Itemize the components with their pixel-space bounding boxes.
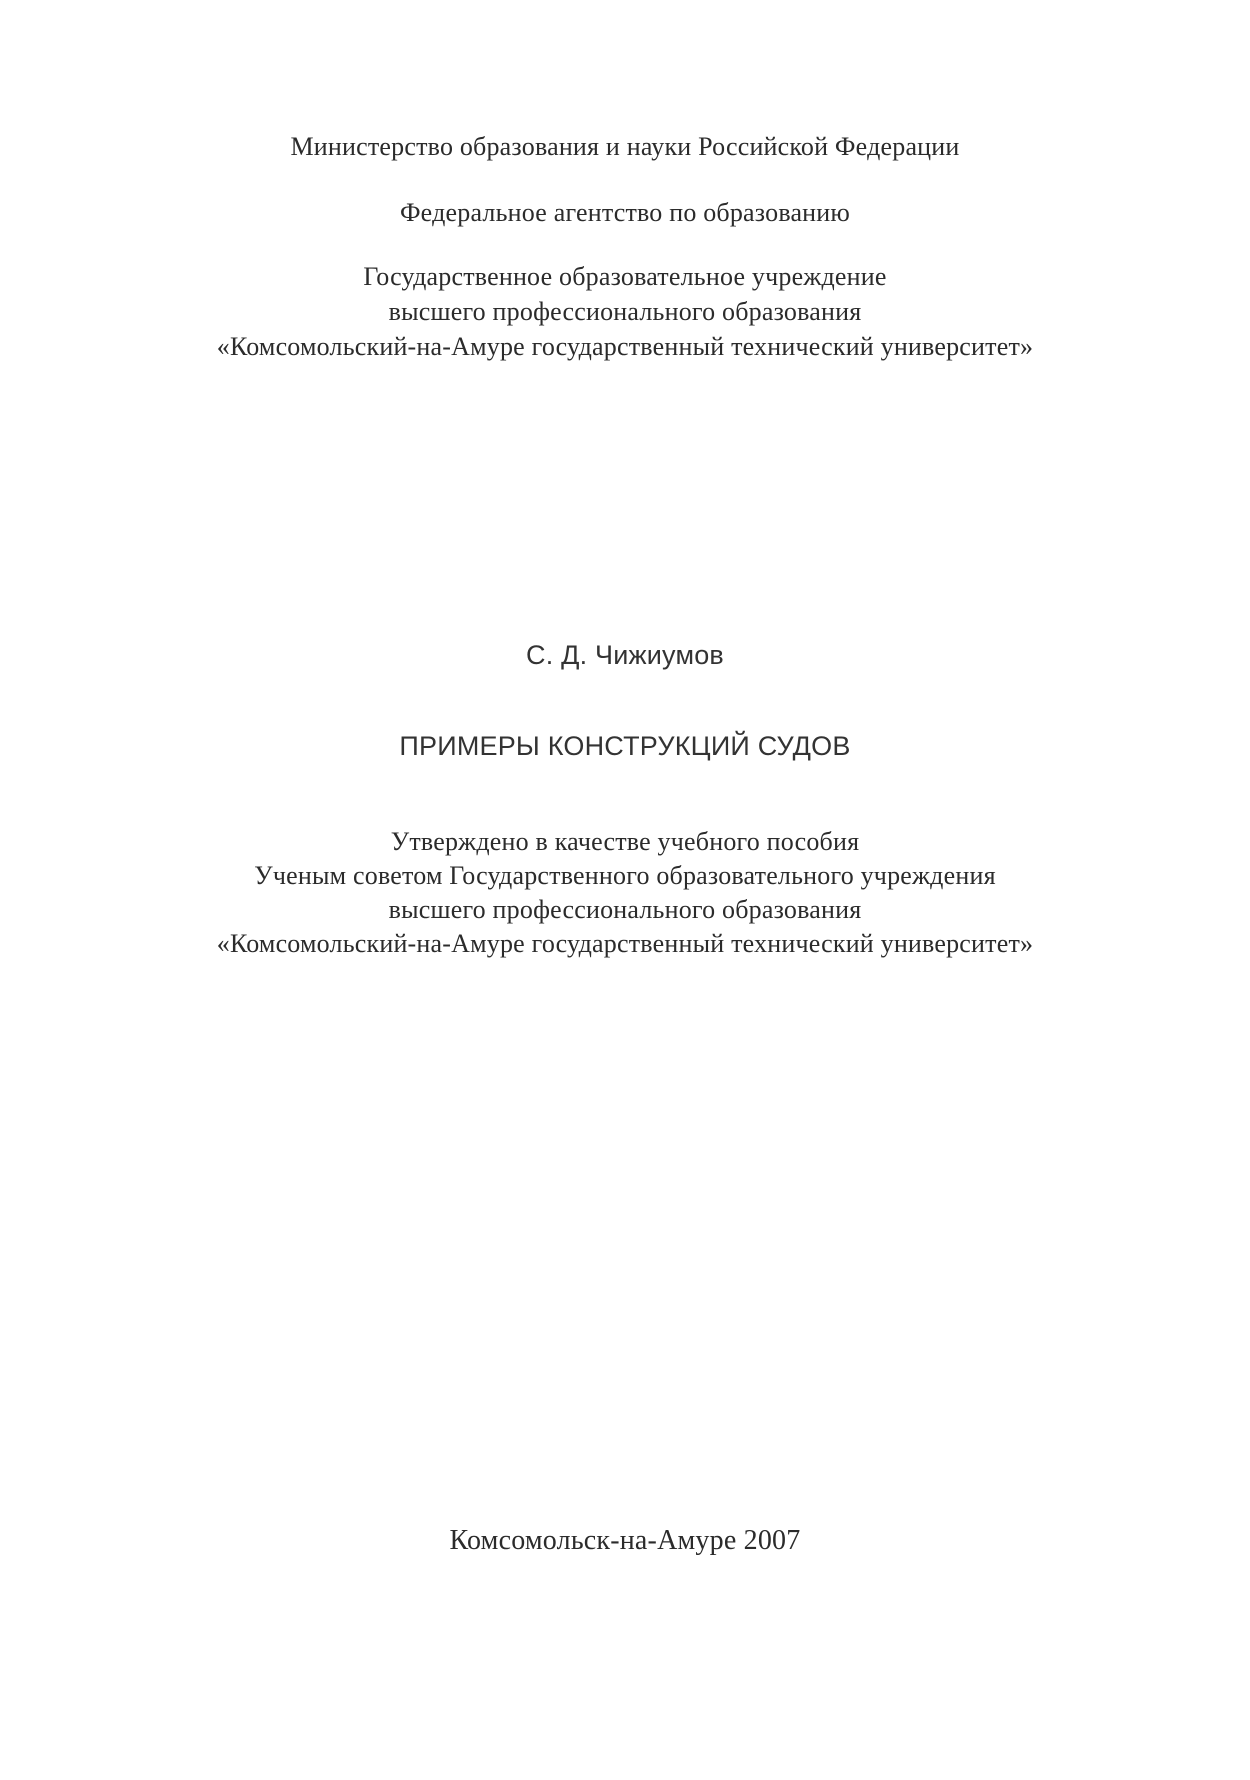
institution-line-3: «Комсомольский-на-Амуре государственный технический университет» [216,332,1034,361]
approval-line-3: высшего профессионального образования [388,895,862,924]
agency-line: Федеральное агентство по образованию [399,198,851,227]
document-title: ПРИМЕРЫ КОНСТРУКЦИЙ СУДОВ [399,731,851,761]
ministry-line: Министерство образования и науки Российской Федерации [290,132,960,161]
approval-line-1: Утверждено в качестве учебного пособия [390,827,860,856]
city-year: Комсомольск-на-Амуре 2007 [449,1525,801,1556]
approval-line-4: «Комсомольский-на-Амуре государственный технический университет» [216,929,1034,958]
institution-line-1: Государственное образовательное учреждение [363,262,887,291]
institution-line-2: высшего профессионального образования [388,297,862,326]
approval-line-2: Ученым советом Государственного образовательного учреждения [254,861,996,890]
author-name: С. Д. Чижиумов [526,640,724,670]
